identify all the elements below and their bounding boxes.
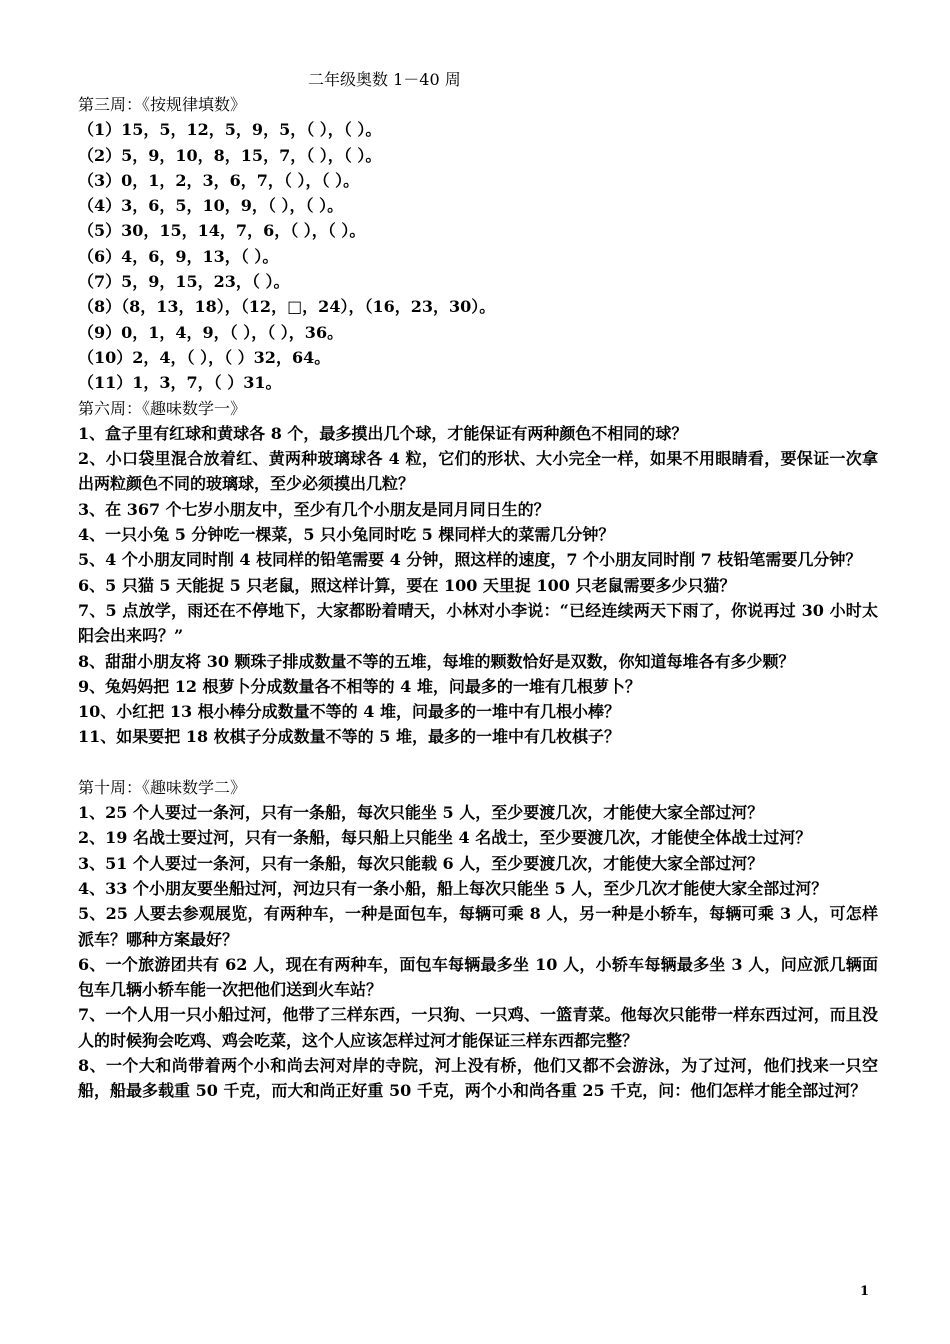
week10-section — [78, 775, 878, 1104]
question-item: 4、33 个小朋友要坐船过河，河边只有一条小船，船上每次只能坐 5 人，至少几次才能使大家全部过河？ — [78, 878, 828, 898]
list-item: （10）2，4，（ ），（ ）32，64。 — [78, 347, 331, 367]
document-title: 二年级奥数 1－40 周 — [308, 70, 461, 89]
question-item: 7、5 点放学，雨还在不停地下，大家都盼着晴天，小林对小李说：“已经连续两天下雨了，你说再过 30 小时太阳会出来吗？” — [78, 600, 878, 646]
question-item: 1、25 个人要过一条河，只有一条船，每次只能坐 5 人，至少要渡几次，才能使大家全部过河？ — [78, 803, 764, 823]
question-item: 6、一个旅游团共有 62 人，现在有两种车，面包车每辆最多坐 10 人，小轿车每辆最多坐 3 人，问应派几辆面包车几辆小轿车能一次把他们送到火车站？ — [78, 954, 878, 1000]
document-body — [78, 92, 878, 1104]
question-item: 7、一个人用一只小船过河，他带了三样东西，一只狗、一只鸡、一篮青菜。他每次只能带一样东西过河，而且没人的时候狗会吃鸡、鸡会吃菜，这个人应该怎样过河才能保证三样东西都完整？ — [78, 1005, 878, 1050]
list-item: （6）4，6，9，13，（ ）。 — [78, 246, 279, 266]
section-heading: 第十周：《趣味数学二》 — [78, 777, 247, 797]
question-item: 10、小红把 13 根小棒分成数量不等的 4 堆，问最多的一堆中有几根小棒？ — [78, 702, 620, 722]
question-item: 9、兔妈妈把 12 根萝卜分成数量各不相等的 4 堆，问最多的一堆有几根萝卜？ — [78, 676, 641, 696]
page-number: 1 — [860, 1284, 870, 1299]
list-item: （2）5，9，10，8，15，7，（ ），（ ）。 — [78, 145, 382, 165]
question-item: 2、小口袋里混合放着红、黄两种玻璃球各 4 粒，它们的形状、大小完全一样，如果不用眼睛看，要保证一次拿出两粒颜色不同的玻璃球，至少必须摸出几粒？ — [78, 449, 878, 494]
list-item: （1）15，5，12，5，9，5，（ ），（ ）。 — [78, 120, 382, 140]
question-item: 5、4 个小朋友同时削 4 枝同样的铅笔需要 4 分钟，照这样的速度，7 个小朋友同时削 7 枝铅笔需要几分钟？ — [78, 550, 862, 570]
list-item: （11）1，3，7，（ ）31。 — [78, 373, 282, 393]
question-item: 11、如果要把 18 枚棋子分成数量不等的 5 堆，最多的一堆中有几枚棋子？ — [78, 727, 620, 747]
list-item: （3）0，1，2，3，6，7，（ ），（ ）。 — [78, 170, 360, 190]
list-item: （9）0，1，4，9，（ ），（ ），36。 — [78, 322, 344, 342]
list-item: （8）（8，13，18），（12，□，24），（16，23，30）。 — [78, 297, 496, 317]
section-heading: 第三周：《按规律填数》 — [78, 95, 247, 114]
section-spacer — [78, 750, 878, 775]
question-item: 3、51 个人要过一条河，只有一条船，每次只能载 6 人，至少要渡几次，才能使大家全部过河？ — [78, 853, 764, 873]
question-item: 3、在 367 个七岁小朋友中，至少有几个小朋友是同月同日生的？ — [78, 499, 550, 519]
section-heading: 第六周：《趣味数学一》 — [78, 398, 247, 418]
list-item: （5）30，15，14，7，6，（ ），（ ）。 — [78, 221, 366, 241]
question-item: 8、一个大和尚带着两个小和尚去河对岸的寺院，河上没有桥，他们又都不会游泳，为了过河，他们找来一只空船，船最多载重 50 千克，而大和尚正好重 50 千克，两个小和尚各重 25 千克，问：他们怎样才能全部过河？ — [78, 1055, 878, 1101]
question-item: 2、19 名战士要过河，只有一条船，每只船上只能坐 4 名战士，至少要渡几次，才能使全体战士过河？ — [78, 828, 812, 848]
question-item: 5、25 人要去参观展览，有两种车，一种是面包车，每辆可乘 8 人，另一种是小轿车，每辆可乘 3 人，可怎样派车？哪种方案最好？ — [78, 904, 878, 949]
question-item: 8、甜甜小朋友将 30 颗珠子排成数量不等的五堆，每堆的颗数恰好是双数，你知道每堆各有多少颗？ — [78, 651, 795, 671]
question-item: 6、5 只猫 5 天能捉 5 只老鼠，照这样计算，要在 100 天里捉 100 只老鼠需要多少只猫？ — [78, 575, 736, 595]
list-item: （7）5，9，15，23，（ ）。 — [78, 272, 290, 292]
question-item: 4、一只小兔 5 分钟吃一棵菜，5 只小兔同时吃 5 棵同样大的菜需几分钟？ — [78, 525, 615, 545]
week6-section — [78, 396, 878, 750]
week3-section — [78, 92, 878, 396]
question-item: 1、盒子里有红球和黄球各 8 个，最多摸出几个球，才能保证有两种颜色不相同的球？ — [78, 423, 688, 443]
list-item: （4）3，6，5，10，9，（ ），（ ）。 — [78, 196, 344, 216]
